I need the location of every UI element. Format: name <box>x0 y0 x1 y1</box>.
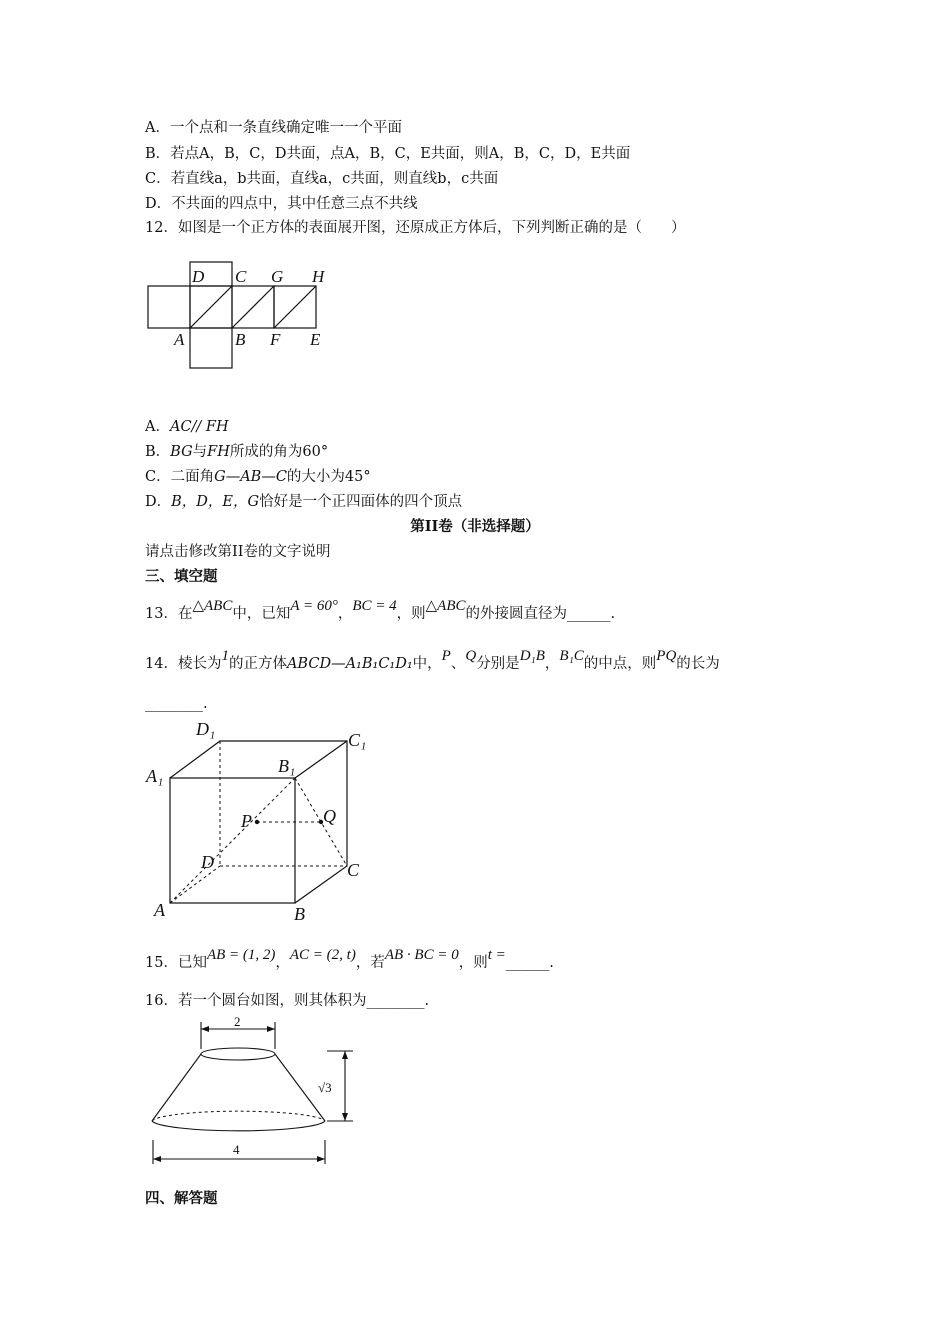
net-label-f: F <box>270 330 281 349</box>
frustum-height-label: √3 <box>318 1080 332 1095</box>
part-two-title: 第II卷（非选择题） <box>410 518 540 535</box>
cube-label-b1: B₁ <box>278 756 296 776</box>
frustum-bottom-label: 4 <box>233 1142 240 1157</box>
cube-label-d1: D₁ <box>196 719 216 739</box>
q11-option-b: B．若点A，B，C，D共面，点A，B，C，E共面，则A，B，C，D，E共面 <box>145 146 631 162</box>
q13-condition-angle: A = 60° <box>290 598 338 614</box>
net-label-d: D <box>192 267 205 286</box>
q12-option-d: D．B，D，E，G恰好是一个正四面体的四个顶点 <box>145 494 463 510</box>
cube-label-d: D <box>201 852 214 872</box>
section-three-heading: 三、填空题 <box>145 569 218 585</box>
q13-triangle-2: △ABC <box>425 598 466 614</box>
cube-label-c1: C₁ <box>348 730 367 750</box>
q16-stem: 16．若一个圆台如图，则其体积为________. <box>145 993 430 1009</box>
q14-blank: ________. <box>145 696 208 712</box>
frustum-figure <box>145 1016 365 1168</box>
cube-label-p: P <box>241 811 252 831</box>
net-label-e: E <box>310 330 321 349</box>
net-label-g: G <box>271 267 284 286</box>
q15-line: 15．已知AB = (1, 2)，AC = (2, t)，若AB · BC = 0，则t =______. <box>145 947 554 971</box>
cube-label-a1: A₁ <box>146 766 164 786</box>
net-label-c: C <box>235 267 247 286</box>
cube-figure <box>140 716 380 928</box>
frustum-top-label: 2 <box>234 1014 241 1029</box>
cube-label-c: C <box>347 860 360 880</box>
q13-triangle-1: △ABC <box>192 598 233 614</box>
q12-option-a: A．AC// FH <box>145 419 229 435</box>
q12-option-b: B．BG与FH所成的角为60° <box>145 444 329 460</box>
section-four-heading: 四、解答题 <box>145 1191 218 1207</box>
q11-option-c: C．若直线a，b共面，直线a，c共面，则直线b，c共面 <box>145 171 499 187</box>
part-two-note: 请点击修改第II卷的文字说明 <box>145 544 331 560</box>
net-label-a: A <box>174 330 185 349</box>
net-label-b: B <box>235 330 246 349</box>
cube-label-a: A <box>154 900 165 920</box>
net-label-h: H <box>312 267 325 286</box>
q13-condition-side: BC = 4 <box>352 598 397 614</box>
q12-stem: 12．如图是一个正方体的表面展开图，还原成正方体后，下列判断正确的是（ ） <box>145 220 686 236</box>
cube-label-b: B <box>294 904 305 924</box>
q11-option-a: A．一个点和一条直线确定唯一一个平面 <box>145 120 402 136</box>
cube-label-q: Q <box>323 806 336 826</box>
q12-option-c: C．二面角G—AB—C的大小为45° <box>145 469 371 485</box>
q13-line: 13．在△ABC中，已知A = 60°，BC = 4，则△ABC的外接圆直径为______. <box>145 598 616 622</box>
cube-net-figure <box>140 262 340 374</box>
q11-option-d: D．不共面的四点中，其中任意三点不共线 <box>145 196 418 212</box>
q14-line: 14．棱长为1的正方体ABCD—A₁B₁C₁D₁中，P、Q分别是D₁B，B₁C的中点，则PQ的长为 <box>145 648 720 672</box>
